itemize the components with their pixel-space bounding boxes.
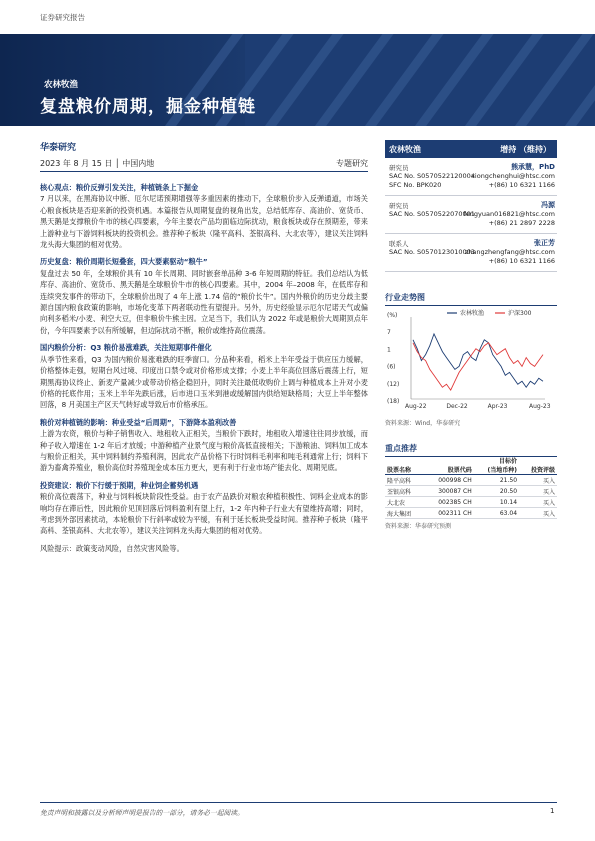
y-tick-label: (12) <box>387 380 400 388</box>
x-tick-label: Dec-22 <box>446 403 468 410</box>
rating-bar <box>385 140 557 158</box>
report-type: 专题研究 <box>336 159 368 168</box>
report-title: 复盘粮价周期，掘金种植链 <box>40 97 256 117</box>
table-row <box>385 486 557 497</box>
table-header <box>385 456 423 465</box>
trend-chart-title: 行业走势图 <box>385 292 557 306</box>
analyst-sac: SAC No. S0570522120004 <box>389 172 475 180</box>
rating-label: 增持 （维持） <box>500 145 551 154</box>
analyst-card <box>385 234 557 272</box>
doc-type-label: 证券研究报告 <box>40 13 85 22</box>
x-tick-label: Apr-23 <box>487 403 508 410</box>
table-header: (当地币种) <box>487 467 518 474</box>
analyst-email[interactable]: xiongchenghui@htsc.com <box>471 172 555 180</box>
analyst-role: 联系人 <box>389 240 409 248</box>
analyst-phone: +(86) 21 2897 2228 <box>488 219 555 227</box>
paragraph-heading: 粮价对种植链的影响：种业受益“后周期”，下游降本盈利改善 <box>40 417 237 427</box>
analyst-phone: +(86) 10 6321 1166 <box>488 181 555 189</box>
recommend-table <box>385 456 557 519</box>
stock-name: 大北农 <box>385 497 423 508</box>
table-row <box>385 475 557 486</box>
x-tick-label: Aug-22 <box>405 403 427 410</box>
analyst-name: 冯源 <box>541 201 555 209</box>
stock-code: 002385 CH <box>423 497 474 508</box>
page-number: 1 <box>550 807 555 815</box>
sidebar <box>385 140 557 272</box>
stock-name: 荃银高科 <box>385 486 423 497</box>
target-price: 21.50 <box>474 475 519 486</box>
analyst-role: 研究员 <box>389 202 409 210</box>
risk-warning: 风险提示：政策变动风险，自然灾害风险等。 <box>40 543 184 553</box>
footer-divider <box>40 802 557 803</box>
table-header-row-1 <box>385 456 557 465</box>
stock-code: 000998 CH <box>423 475 474 486</box>
table-header: 投资评级 <box>530 467 555 474</box>
recommend-title: 重点推荐 <box>385 443 557 457</box>
sidebar-sector: 农林牧渔 <box>389 145 421 154</box>
table-header: 股票代码 <box>447 467 472 474</box>
y-tick-label: (18) <box>387 398 400 405</box>
analyst-email[interactable]: zhangzhengfang@htsc.com <box>464 248 555 256</box>
target-price: 10.14 <box>474 497 519 508</box>
table-header: 目标价 <box>499 458 518 465</box>
rating: 买入 <box>519 475 557 486</box>
analyst-role: 研究员 <box>389 164 409 172</box>
paragraph-chain <box>40 417 368 474</box>
paragraph-advice <box>40 480 368 537</box>
rating: 买入 <box>519 486 557 497</box>
stock-code: 002311 CH <box>423 508 474 519</box>
analyst-sfc: SFC No. BPK020 <box>389 181 442 189</box>
main-body <box>40 182 368 554</box>
report-date: 2023 年 8 月 15 日 │ 中国内地 <box>40 159 155 168</box>
industry-trend-chart <box>385 305 557 415</box>
meta-line <box>40 158 368 172</box>
analyst-email[interactable]: fengyuan016821@htsc.com <box>463 210 555 218</box>
table-header <box>519 456 557 465</box>
rating: 买入 <box>519 508 557 519</box>
paragraph-text: 7 月以来，在黑海协议中断、厄尔尼诺预期增强等多重因素的推动下，全球粮价步入反弹通道，市场关心粮食板块是否迎来新的投资机遇。本篇报告从周期复盘的视角出发，总结低库存、高油价、宽货币、黑天鹅是支撑粮价牛市的核心四要素，今年主要农产品均面临边际扰动，粮食板块或存在预期差，带来上游种业与下游饲料板块的投资机会。推荐种子板块（隆平高科、荃银高科、大北农等），建议关注饲料龙头海大集团的相对优势。 <box>40 194 368 250</box>
x-tick-label: Aug-23 <box>529 403 551 410</box>
y-tick-label: (%) <box>387 312 398 319</box>
target-price: 20.50 <box>474 486 519 497</box>
analyst-card <box>385 158 557 196</box>
chart-source: 资料来源：Wind，华泰研究 <box>385 420 461 427</box>
y-tick-label: (6) <box>387 363 396 371</box>
stock-name: 隆平高科 <box>385 475 423 486</box>
paragraph-text: 复盘过去 50 年，全球粮价具有 10 年长周期、同时嵌套单品种 3-6 年短周期的特征。我们总结认为低库存、高油价、宽货币、黑天鹅是全球粮价牛市的核心四要素。其中，2004 年–2008 年，在低库存和连续突发事件的带动下，全球粮价出现了 4 年上涨 1.74 倍的“粮价长牛”。国内外粮价的历史分歧主要源自国内粮食政策的影响，市场化变革下两者联动性有望提升。另外，历史经验显示厄尔尼诺天气或偏向利多稻米/小麦、利空大豆，但非粮价牛熊主因。立足当下，我们认为 2022 年或是粮价大周期顶点年份，今年四要素予以有所缓解，但边际扰动不断，粮价或维持高位震荡。 <box>40 268 368 335</box>
research-org: 华泰研究 <box>40 143 77 153</box>
y-tick-label: 1 <box>387 346 391 354</box>
analyst-sac: SAC No. S0570123010003 <box>389 248 475 256</box>
table-header <box>423 456 474 465</box>
analyst-name: 张正芳 <box>534 239 555 247</box>
rating: 买入 <box>519 497 557 508</box>
paragraph-text: 粮价高位震荡下，种业与饲料板块阶段性受益。由于农产品跌价对粮农种植积极性、饲料企业成本的影响均存在滞后性，因此粮价见顶回落后饲料盈利有望上行，1-2 年内种子行业大有望维持高增；同时，考虑到外部因素扰动，本轮粮价下行斜率或较为平缓，有利于延长板块受益时间。推荐种子板块（隆平高科、荃银高科、大北农等），建议关注饲料龙头海大集团的相对优势。 <box>40 492 368 536</box>
legend-label-1: 农林牧渔 <box>460 310 485 317</box>
sector-label: 农林牧渔 <box>44 80 79 90</box>
footer-disclaimer: 免责声明和披露以及分析师声明是报告的一部分，请务必一起阅读。 <box>40 809 244 817</box>
paragraph-domestic <box>40 342 368 410</box>
stock-name: 海大集团 <box>385 508 423 519</box>
recommend-source: 资料来源：华泰研究预测 <box>385 523 452 530</box>
analyst-name: 熊承慧，PhD <box>511 163 555 171</box>
table-header-row-2 <box>385 465 557 475</box>
analyst-sac: SAC No. S0570522070001 <box>389 210 475 218</box>
paragraph-heading: 国内粮价分析：Q3 粮价易涨难跌，关注短期事件催化 <box>40 343 212 353</box>
analyst-phone: +(86) 10 6321 1166 <box>488 257 555 265</box>
paragraph-heading: 投资建议：粮价下行缓于预期，种业饲企蓄势机遇 <box>40 480 199 490</box>
target-price: 63.04 <box>474 508 519 519</box>
analyst-card <box>385 196 557 234</box>
paragraph-heading: 核心观点：粮价反弹引发关注，种植链条上下掘金 <box>40 183 199 192</box>
paragraph-heading: 历史复盘：粮价周期长短叠套，四大要素驱动“粮牛” <box>40 257 208 267</box>
y-tick-label: 7 <box>387 329 391 337</box>
table-row <box>385 508 557 519</box>
legend-label-2: 沪深300 <box>508 310 532 317</box>
series-line-1 <box>413 334 543 387</box>
stock-code: 300087 CH <box>423 486 474 497</box>
paragraph-text: 从季节性来看，Q3 为国内粮价易涨难跌的旺季窗口。分品种来看，稻米上半年受益于供应压力缓解，价格整体走强，短期台风过境、印度出口禁令或对价格形成支撑；小麦上半年高位回落后震荡上行，短期黑海协议终止、新麦产量减少或带动价格企稳回升，同时关注最低收购价上调与种植成本上升对小麦价格的托底作用；玉米上半年先跌后涨，后市进口玉米到港或缓解国内供给短缺格局；大豆上半年整体回落，8 月美国主产区天气转好或导致后市价格承压。 <box>40 354 368 410</box>
paragraph-history <box>40 256 368 336</box>
table-row <box>385 497 557 508</box>
paragraph-core <box>40 182 368 250</box>
paragraph-text: 上游为农资，粮价与种子销售收入、地租收入正相关，当粮价下跌时，地租收入增速往往同步放缓，而种子收入增速在 1-2 年后才放缓；中游种植产业景气度与粮价高低直接相关；下游粮油、饲料加工成本与粮价正相关，其中饲料制约养殖利润，因此农产品价格下行时饲料毛利率和吨毛利通常上行；饲料下游为畜禽养殖业，粮价高位时养殖现金成本压力更大，更有利于行业市场产能去化、周期见底。 <box>40 429 368 473</box>
table-header: 股票名称 <box>387 467 412 474</box>
